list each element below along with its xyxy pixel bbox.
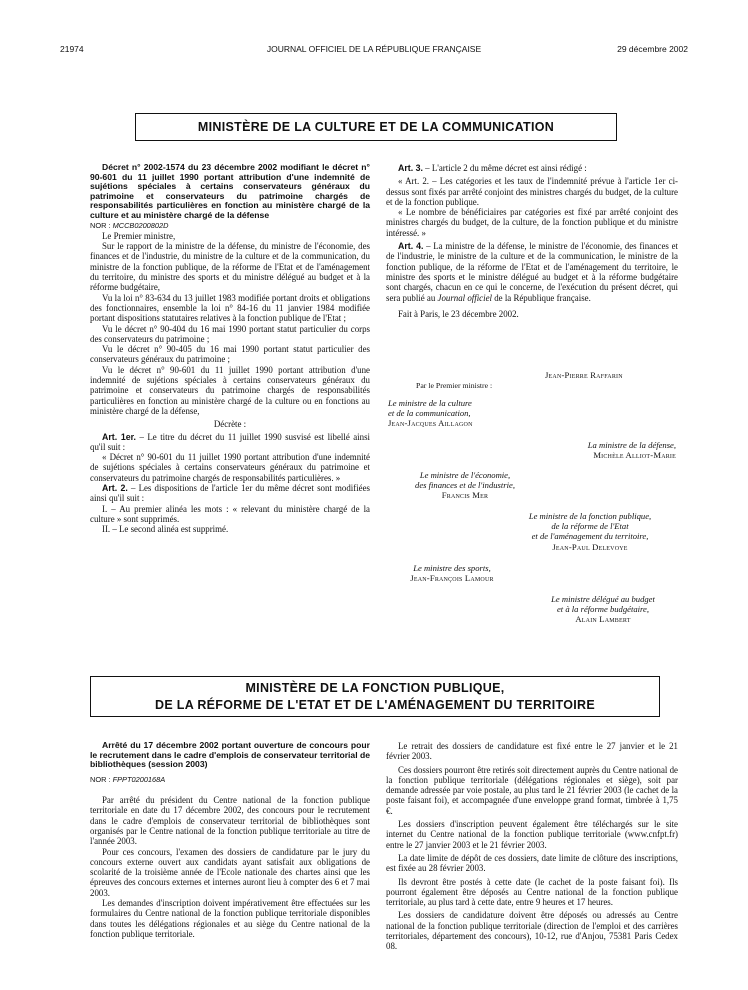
article-1-quote: « Décret n° 90-601 du 11 juillet 1990 portant attribution d'une indemnité de sujétions spéciales à certains conservateurs généraux du patrimoine et conservateurs du patrimoine chargés de responsabilités particulières. » (90, 452, 370, 483)
journal-title: JOURNAL OFFICIEL DE LA RÉPUBLIQUE FRANÇAISE (266, 44, 482, 54)
ministry-heading-culture (135, 113, 617, 141)
issue-date: 29 décembre 2002 (617, 44, 688, 54)
ministry-heading-text: MINISTÈRE DE LA CULTURE ET DE LA COMMUNICATION (197, 120, 555, 134)
arrete-paragraph: La date limite de dépôt de ces dossiers, date limite de clôture des inscriptions, est fixée au 28 février 2003. (386, 852, 678, 874)
article-2-item: II. – Le second alinéa est supprimé. (102, 524, 229, 535)
decrete-line: Décrète : (213, 419, 247, 430)
article-2: Art. 2. – Les dispositions de l'article 1er du même décret sont modifiées ainsi qu'il suit : (90, 482, 370, 504)
ministry-heading-fonction-publique (90, 676, 660, 717)
arrete-paragraph: Ils devront être postés à cette date (le cachet de la poste faisant foi). Ils pourront également être déposés au Centre national de la fonction publique territoriale, au plus tard à cette date, entre 9 heures et 17 heures. (386, 876, 678, 908)
signature-budget: Le ministre délégué au budget et à la réforme budgétaire, Alain Lambert (551, 594, 655, 625)
decree-paragraph: Vu le décret n° 90-404 du 16 mai 1990 portant statut particulier du corps des conservateurs du patrimoine ; (90, 323, 370, 344)
signature-prime-minister: Jean-Pierre Raffarin (545, 370, 623, 380)
signature-defense: La ministre de la défense, Michèle Alliot-Marie (587, 440, 676, 461)
arrete-paragraph: Pour ces concours, l'examen des dossiers de candidature par le jury du concours externe ouvert aux candidats ayant satisfait aux obligations de scolarité de la troisième année de l'Ecole nationale des chartes ainsi que les épreuves des concours externes et internes auront lieu à compter des 6 et 7 mai 2003. (90, 846, 370, 898)
article-4: Art. 4. – La ministre de la défense, le ministre de l'économie, des finances et de l'industrie, le ministre de la culture et de la communication, le ministre de la fonction publique, de la réforme de l'Etat et de l'aménagement du territoire, le ministre des sports et le ministre délégué au budget et à la réforme budgétaire sont chargés, chacun en ce qui le concerne, de l'exécution du présent décret, qui sera publié au Journal officiel de la République française. (386, 241, 678, 303)
signature-economie: Le ministre de l'économie, des finances et de l'industrie, Francis Mer (415, 470, 515, 501)
arrete-paragraph: Les dossiers de candidature doivent être déposés ou adressés au Centre national de la fonction publique territoriale (direction de l'emploi et des carrières territoriales, département des concours), 10-12, rue d'Anjou, 75381 Paris Cedex 08. (386, 910, 678, 952)
arrete-paragraph: Ces dossiers pourront être retirés soit directement auprès du Centre national de la fonction publique territoriale (délégations régionales et siège), soit par demande adressée par voie postale, au plus tard le 21 février 2003 (le cachet de la poste faisant foi), et accompagnée d'une enveloppe grand format, timbrée à 1,75 €. (386, 764, 678, 816)
decree-paragraph: Vu la loi n° 83-634 du 13 juillet 1983 modifiée portant droits et obligations des fonctionnaires, ensemble la loi n° 84-16 du 11 janvier 1984 modifiée portant dispositions statutaires relatives à la fonction publique de l'Etat ; (90, 292, 370, 324)
decree-nor: NOR : MCCB0200802D (90, 220, 169, 230)
signature-sports: Le ministre des sports, Jean-François Lamour (410, 563, 494, 584)
article-3: Art. 3. – L'article 2 du même décret est ainsi rédigé : (398, 163, 587, 173)
decree-paragraph: Sur le rapport de la ministre de la défense, du ministre de l'économie, des finances et de l'industrie, du ministre de la culture et de la communication, du ministre de la fonction publique, de la réforme de l'Etat et de l'aménagement du territoire, du ministre des sports et du ministre délégué au budget et à la réforme budgétaire, (90, 241, 370, 293)
arrete-nor: NOR : FPPT0200168A (90, 774, 166, 784)
decree-paragraph: Vu le décret n° 90-601 du 11 juillet 1990 portant attribution d'une indemnité de sujétions spéciales à certains conservateurs généraux du patrimoine et conservateurs du patrimoine chargés de responsabilités particulières en fonction au ministère chargé de la culture ou en fonctions au ministère chargé de la défense, (90, 364, 370, 416)
article-3-quote: « Le nombre de bénéficiaires par catégories est fixé par arrêté conjoint des ministres chargés du budget, de la culture, de la fonction publique et du ministre intéressé. » (386, 207, 678, 238)
arrete-paragraph: Le retrait des dossiers de candidature est fixé entre le 27 janvier et le 21 février 2003. (386, 741, 678, 762)
arrete-paragraph: Les dossiers d'inscription peuvent également être téléchargés sur le site internet du Centre national de la fonction publique territoriale (www.cnfpt.fr) entre le 27 janvier 2003 et le 21 février 2003. (386, 819, 678, 850)
arrete-paragraph: Par arrêté du président du Centre national de la fonction publique territoriale en date du 17 décembre 2002, des concours pour le recrutement dans le cadre d'emplois de conservateur territorial de bibliothèques sont organisés par le Centre national de la fonction publique territoriale au titre de l'année 2003. (90, 795, 370, 847)
signature-fonction-publique: Le ministre de la fonction publique, de la réforme de l'Etat et de l'aménagement du territoire, Jean-Paul Delevoye (528, 511, 652, 552)
arrete-paragraph: Les demandes d'inscription doivent impérativement être effectuées sur les formulaires du Centre national de la fonction publique territoriale disponibles dans toutes les délégations régionales et au siège du Centre national de la fonction publique territoriale. (90, 898, 370, 939)
decree-left-column (90, 163, 370, 534)
ministry-heading-line: MINISTÈRE DE LA FONCTION PUBLIQUE, (245, 681, 505, 695)
article-3-quote: « Art. 2. – Les catégories et les taux de l'indemnité prévue à l'article 1er ci-dessus sont fixés par arrêté conjoint des ministres chargés du budget, de la culture et de la fonction publique. (386, 176, 678, 207)
arrete-title: Arrêté du 17 décembre 2002 portant ouverture de concours pour le recrutement dans le cadre d'emplois de conservateur territorial de bibliothèques (session 2003) (90, 740, 371, 770)
page-number: 21974 (60, 44, 84, 54)
article-1: Art. 1er. – Le titre du décret du 11 juillet 1990 susvisé est libellé ainsi qu'il suit : (90, 431, 370, 452)
signature-date: Fait à Paris, le 23 décembre 2002. (398, 308, 519, 319)
decree-paragraph: Vu le décret n° 90-405 du 16 mai 1990 portant statut particulier des conservateurs généraux du patrimoine ; (90, 344, 370, 365)
signature-culture: Le ministre de la culture et de la communication, Jean-Jacques Aillagon (388, 398, 473, 429)
par-premier-ministre: Par le Premier ministre : (416, 381, 493, 390)
decree-right-column (386, 163, 678, 319)
arrete-right-column (386, 741, 678, 952)
arrete-left-column (90, 741, 370, 939)
decree-title: Décret n° 2002-1574 du 23 décembre 2002 modifiant le décret n° 90-601 du 11 juillet 1990 portant attribution d'une indemnité de sujétions spéciales à certains conservateurs généraux du patrimoine et conservateurs du patrimoine chargés de responsabilités particulières en fonction au ministère chargé de la culture et au ministère chargé de la défense (90, 162, 370, 220)
article-2-item: I. – Au premier alinéa les mots : « relevant du ministère chargé de la culture » sont supprimés. (90, 503, 370, 524)
decree-paragraph: Le Premier ministre, (102, 230, 176, 241)
ministry-heading-line: DE LA RÉFORME DE L'ETAT ET DE L'AMÉNAGEMENT DU TERRITOIRE (155, 698, 595, 712)
